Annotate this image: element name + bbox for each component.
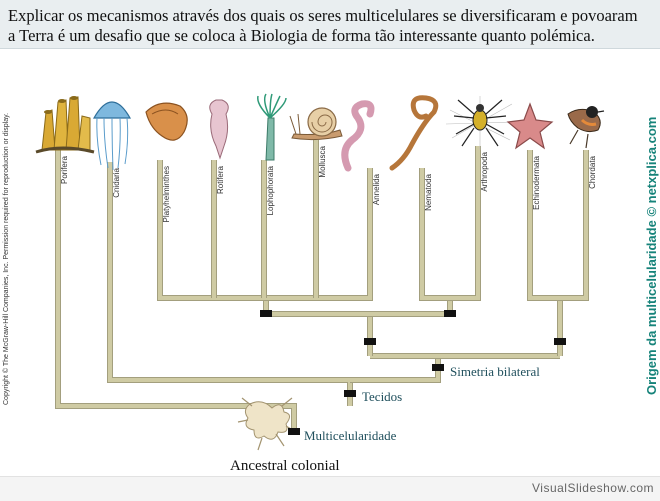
taxon-labels: [60, 145, 597, 222]
taxon-label-platyhelminthes: Platyhelminthes: [162, 166, 171, 223]
taxon-label-rotifera: Rotifera: [216, 166, 225, 195]
watermark: VisualSlideshow.com: [531, 481, 654, 495]
trait-marker: [444, 310, 456, 317]
taxon-label-echinodermata: Echinodermata: [532, 156, 541, 210]
starfish-icon: [508, 104, 552, 148]
trait-marker: [432, 364, 444, 371]
taxon-label-annelida: Annelida: [372, 174, 381, 206]
jellyfish-icon: [94, 102, 130, 170]
branch-porifera-outline: [58, 150, 294, 432]
trait-marker: [288, 428, 300, 435]
branch-bilateria-stem-outline: [350, 356, 438, 380]
trait-marker: [260, 310, 272, 317]
branch-bilateria-stem: [350, 356, 438, 380]
copyright-credit: Copyright © The McGraw-Hill Companies, Inc. Permission required for reproduction or display.: [3, 112, 10, 405]
branch-ecdysozoa: [422, 146, 478, 298]
trait-label-multicellularity: Multicelularidade: [304, 428, 397, 443]
taxon-label-lophophorata: Lophophorata: [266, 166, 275, 216]
footer-bar: [0, 476, 660, 501]
taxon-label-cnidaria: Cnidaria: [112, 168, 121, 198]
trait-marker: [554, 338, 566, 345]
bird-icon: [568, 106, 604, 148]
trait-label-tissues: Tecidos: [362, 389, 403, 404]
ancestor-label: Ancestral colonial: [230, 458, 340, 474]
flatworm-icon: [146, 103, 187, 140]
branch-porifera: [58, 150, 294, 432]
spider-icon: [446, 96, 516, 150]
snail-icon: [290, 108, 342, 140]
trait-marker: [364, 338, 376, 345]
rotifer-icon: [210, 100, 229, 158]
taxon-label-arthropoda: Arthropoda: [480, 152, 489, 192]
tree-branches: [58, 140, 586, 432]
side-title: Origem da multicelularidade © netxplica.com: [644, 116, 659, 395]
roundworm-icon: [392, 98, 436, 168]
taxon-label-porifera: Porifera: [60, 156, 69, 185]
branch-ecdysozoa-outline: [422, 146, 478, 298]
sponge-icon: [36, 96, 94, 152]
taxon-label-mollusca: Mollusca: [318, 146, 327, 178]
segmented-worm-icon: [345, 104, 371, 168]
lophophorate-icon: [258, 94, 286, 160]
taxon-label-nematoda: Nematoda: [424, 174, 433, 211]
trait-label-bilateral: Simetria bilateral: [450, 364, 540, 379]
taxon-label-chordata: Chordata: [588, 156, 597, 189]
header-text: Explicar os mecanismos através dos quais os seres multicelulares se diversificaram e povoaram a Terra é um desafio que se coloca à Biologia de forma tão interessante quanto polémica.: [8, 6, 638, 45]
trait-marker: [344, 390, 356, 397]
